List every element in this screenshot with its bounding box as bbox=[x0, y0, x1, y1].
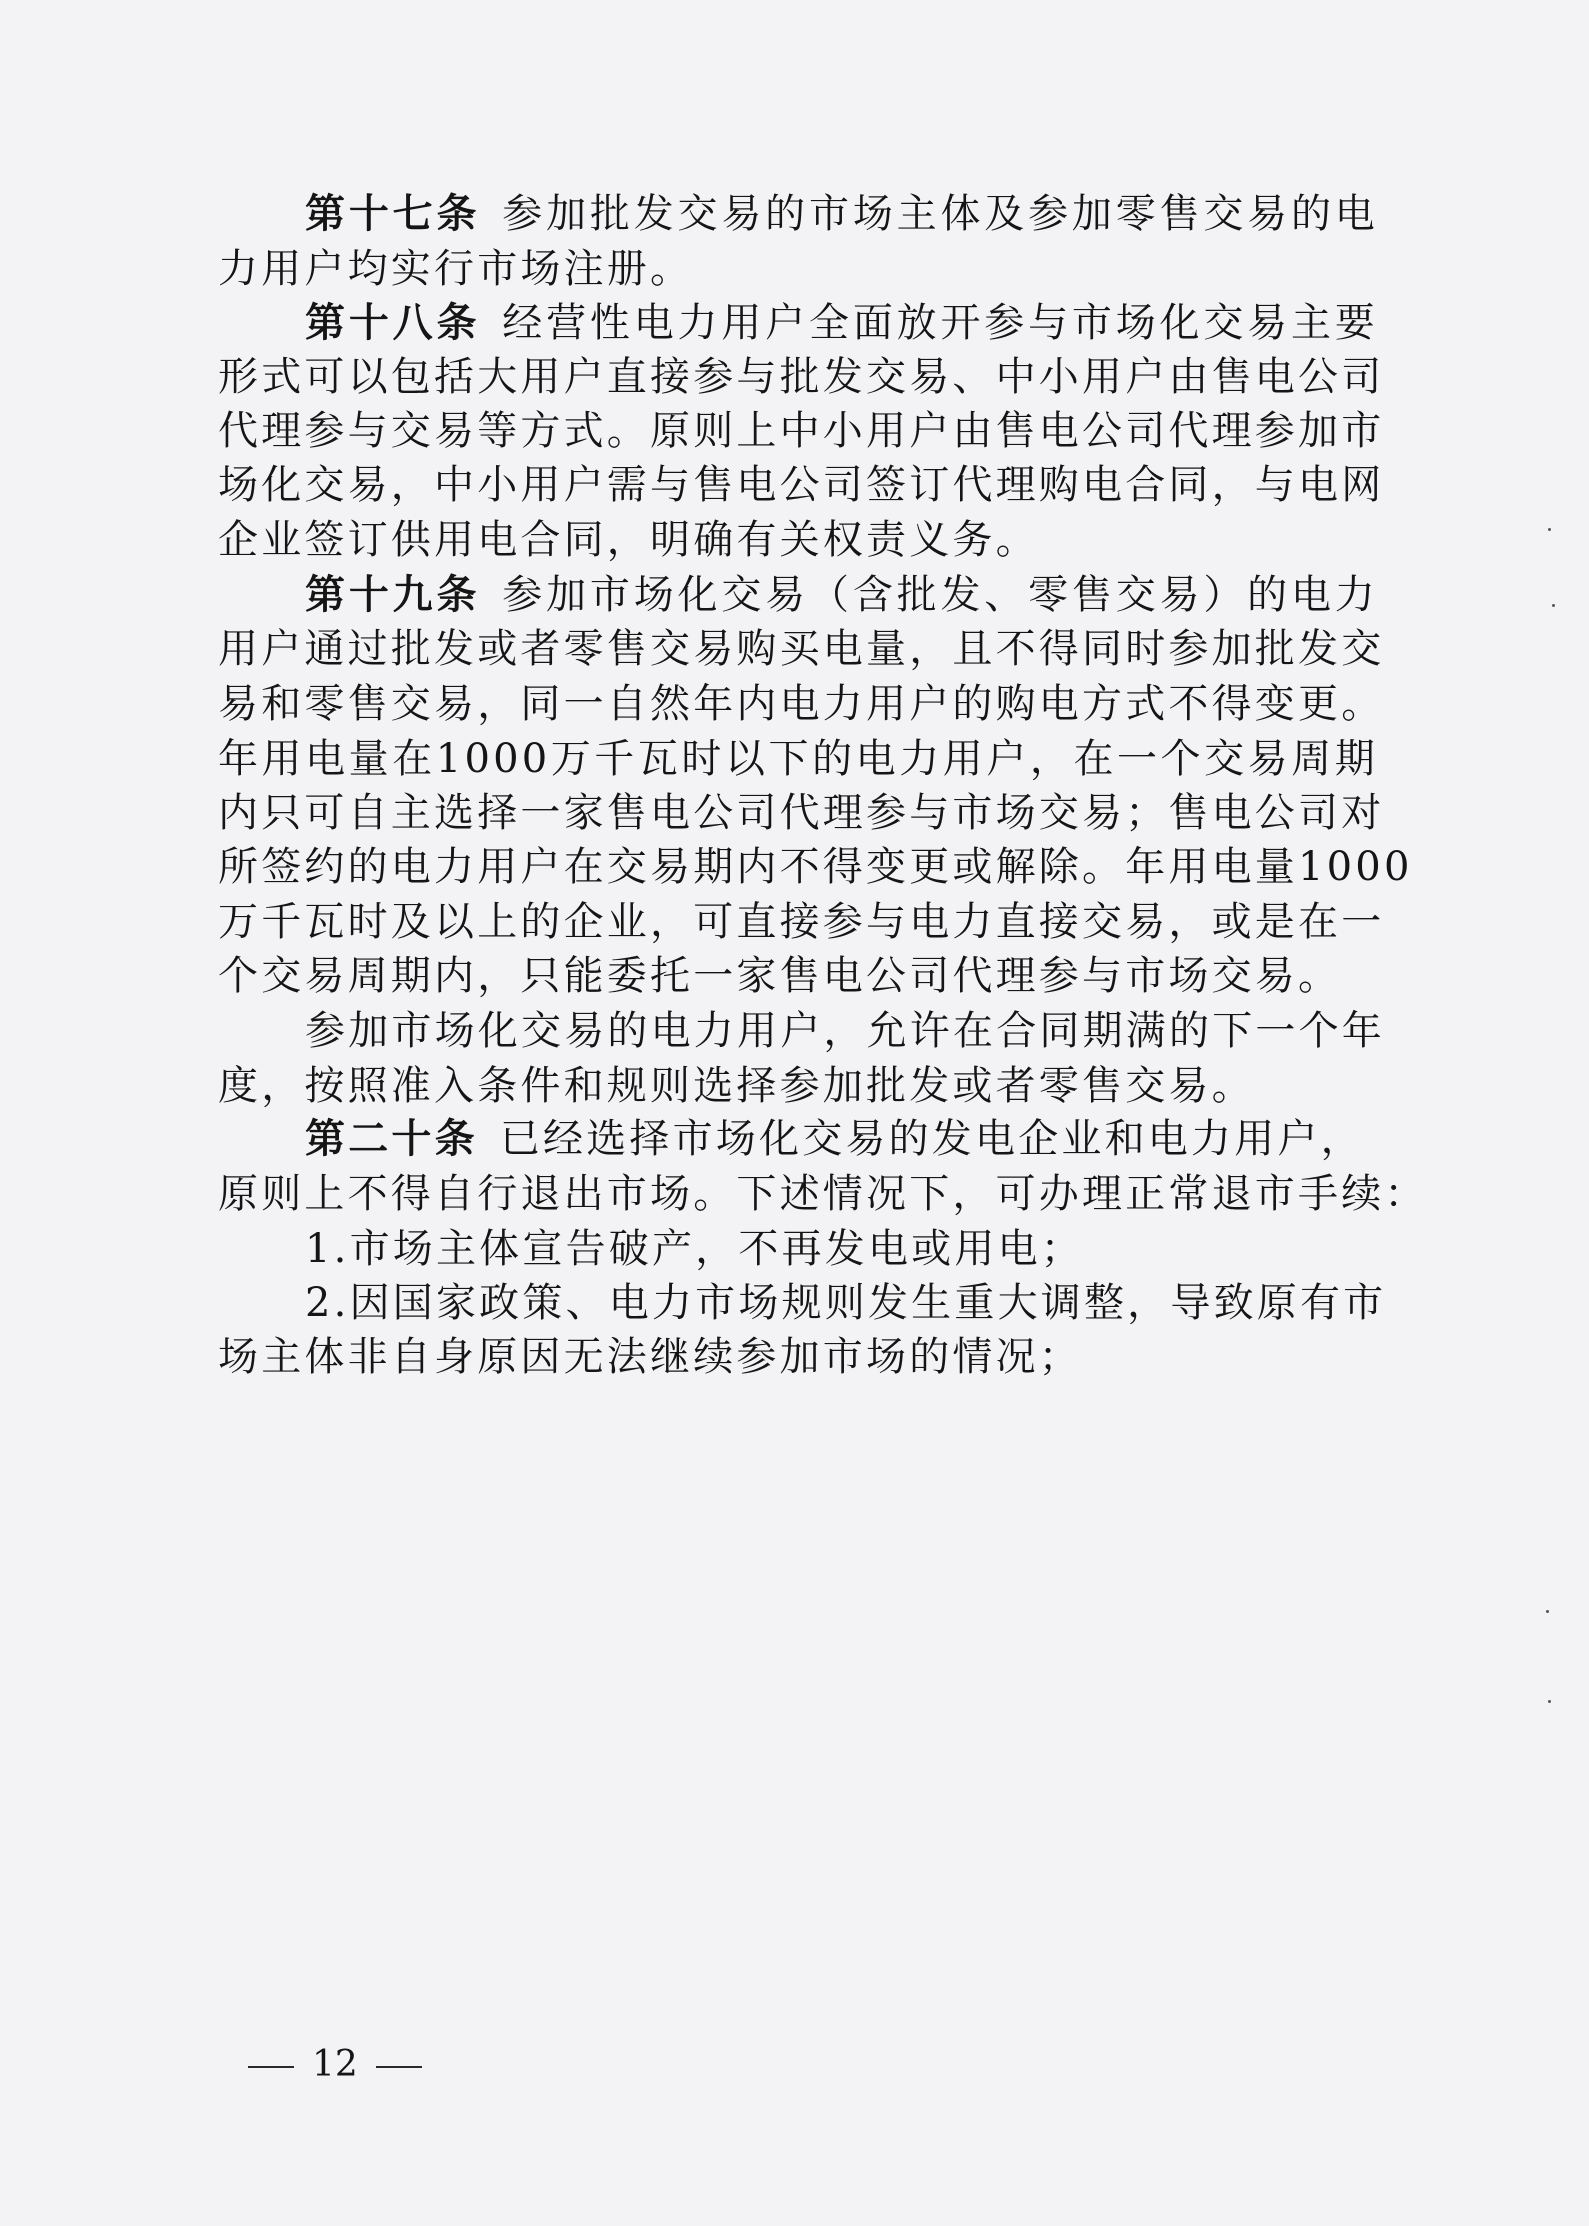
article-20-text: 已经选择市场化交易的发电企业和电力用户， bbox=[499, 1116, 1364, 1162]
article-18-heading: 第十八条 bbox=[305, 300, 481, 346]
article-19-line-5: 内只可自主选择一家售电公司代理参与市场交易；售电公司对 bbox=[218, 790, 1385, 836]
article-18-text: 经营性电力用户全面放开参与市场化交易主要 bbox=[502, 300, 1379, 346]
article-19-text: 参加市场化交易（含批发、零售交易）的电力 bbox=[502, 572, 1379, 618]
list-item-2-line-2: 场主体非自身原因无法继续参加市场的情况； bbox=[218, 1334, 1082, 1380]
article-18-line-5: 企业签订供用电合同，明确有关权责义务。 bbox=[218, 517, 1039, 563]
list-item-2-line-1: 2.因国家政策、电力市场规则发生重大调整，导致原有市 bbox=[305, 1280, 1387, 1326]
scan-speck bbox=[1548, 1700, 1551, 1703]
page-number-value: 12 bbox=[312, 2044, 358, 2085]
article-17-line-1 bbox=[305, 185, 1378, 243]
paragraph-line-1: 参加市场化交易的电力用户，允许在合同期满的下一个年 bbox=[305, 1008, 1385, 1054]
article-17-line-2: 力用户均实行市场注册。 bbox=[218, 246, 694, 292]
article-20-heading: 第二十条 bbox=[305, 1116, 478, 1162]
article-18-line-2: 形式可以包括大用户直接参与批发交易、中小用户由售电公司 bbox=[218, 354, 1385, 400]
article-19-line-2: 用户通过批发或者零售交易购买电量，且不得同时参加批发交 bbox=[218, 626, 1385, 672]
page-number bbox=[248, 2040, 422, 2090]
article-19-line-1 bbox=[305, 566, 1378, 624]
article-19-line-3: 易和零售交易，同一自然年内电力用户的购电方式不得变更。 bbox=[218, 681, 1385, 727]
article-19-line-4: 年用电量在1000万千瓦时以下的电力用户，在一个交易周期 bbox=[218, 736, 1378, 782]
article-18-line-1 bbox=[305, 294, 1378, 352]
article-19-line-8: 个交易周期内，只能委托一家售电公司代理参与市场交易。 bbox=[218, 953, 1342, 999]
article-19-line-7: 万千瓦时及以上的企业，可直接参与电力直接交易，或是在一 bbox=[218, 899, 1385, 945]
page-number-dash-left bbox=[248, 2066, 294, 2068]
article-19-heading: 第十九条 bbox=[305, 572, 481, 618]
article-18-line-3: 代理参与交易等方式。原则上中小用户由售电公司代理参加市 bbox=[218, 408, 1385, 454]
article-20-line-2: 原则上不得自行退出市场。下述情况下，可办理正常退市手续： bbox=[218, 1171, 1428, 1217]
article-18-line-4: 场化交易，中小用户需与售电公司签订代理购电合同，与电网 bbox=[218, 462, 1385, 508]
scan-speck bbox=[1548, 528, 1551, 531]
list-item-1: 1.市场主体宣告破产，不再发电或用电； bbox=[305, 1226, 1084, 1272]
article-17-text: 参加批发交易的市场主体及参加零售交易的电 bbox=[502, 191, 1379, 237]
page-number-dash-right bbox=[376, 2066, 422, 2068]
article-19-line-6: 所签约的电力用户在交易期内不得变更或解除。年用电量1000 bbox=[218, 844, 1413, 890]
article-17-heading: 第十七条 bbox=[305, 191, 481, 237]
article-20-line-1 bbox=[305, 1110, 1378, 1168]
paragraph-line-2: 度，按照准入条件和规则选择参加批发或者零售交易。 bbox=[218, 1063, 1255, 1109]
scan-speck bbox=[1552, 604, 1555, 607]
scan-speck bbox=[1546, 1610, 1549, 1613]
